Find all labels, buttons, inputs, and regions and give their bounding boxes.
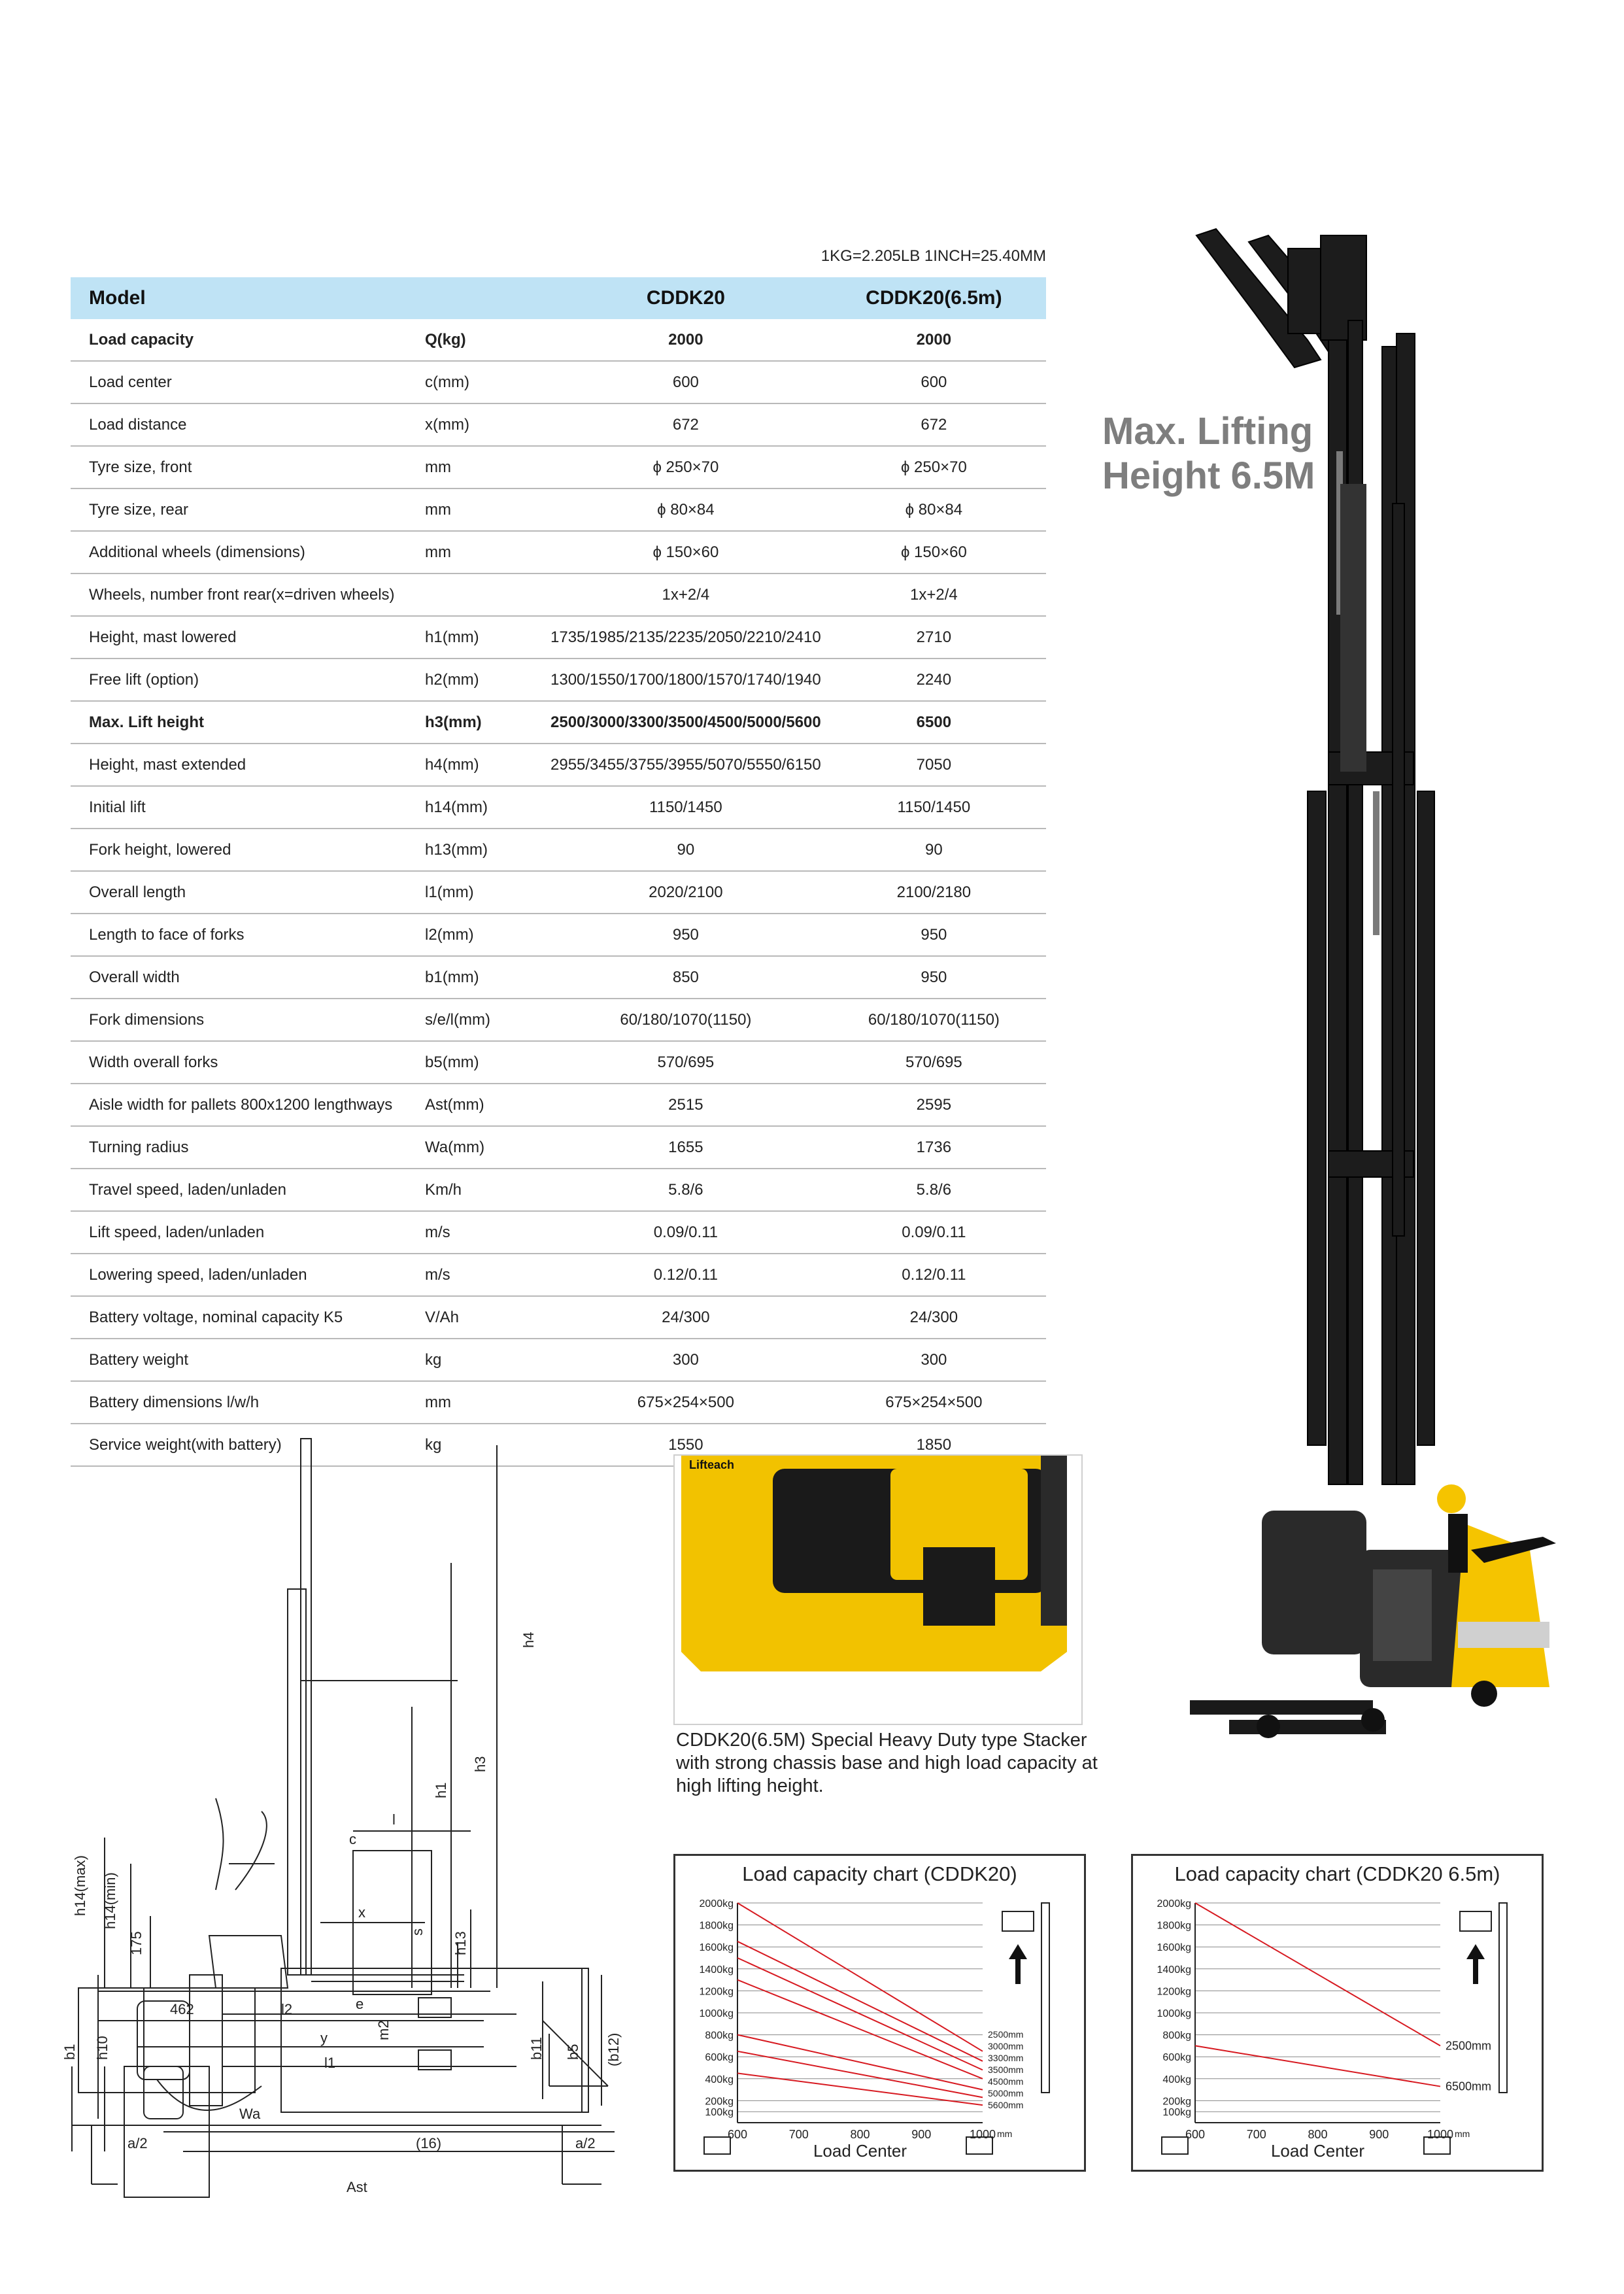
spec-row <box>71 531 1046 574</box>
spec-value-cddk20: 2955/3455/3755/3955/5070/5550/6150 <box>550 744 822 786</box>
spec-value-cddk20-6-5m: ϕ 80×84 <box>822 488 1046 531</box>
spec-row <box>71 999 1046 1041</box>
spec-unit: V/Ah <box>424 1296 550 1339</box>
spec-row <box>71 1296 1046 1339</box>
label-m2: m2 <box>375 2020 392 2040</box>
series-line <box>1195 1903 1440 2046</box>
spec-row <box>71 616 1046 659</box>
spec-value-cddk20-6-5m: 7050 <box>822 744 1046 786</box>
spec-value-cddk20-6-5m: 5.8/6 <box>822 1169 1046 1211</box>
spec-row <box>71 956 1046 999</box>
spec-row <box>71 319 1046 361</box>
spec-value-cddk20-6-5m: 1850 <box>822 1424 1046 1466</box>
y-tick-label: 600kg <box>1162 2052 1191 2064</box>
series-line <box>1195 2046 1440 2086</box>
spec-label: Turning radius <box>71 1126 424 1169</box>
y-tick-label: 1200kg <box>699 1986 734 1998</box>
spec-row <box>71 829 1046 871</box>
spec-row <box>71 574 1046 616</box>
spec-label: Width overall forks <box>71 1041 424 1084</box>
series-label: 5000mm <box>988 2088 1024 2098</box>
label-h13: h13 <box>452 1931 469 1955</box>
y-tick-label: 1600kg <box>699 1942 734 1954</box>
y-tick-label: 1800kg <box>1157 1920 1191 1932</box>
spec-unit: Km/h <box>424 1169 550 1211</box>
spec-value-cddk20-6-5m: 675×254×500 <box>822 1381 1046 1424</box>
x-axis-label: Load Center <box>813 2141 907 2161</box>
spec-value-cddk20-6-5m: 950 <box>822 914 1046 956</box>
y-tick-label: 1000kg <box>1157 2008 1191 2019</box>
spec-label: Initial lift <box>71 786 424 829</box>
series-label: 3500mm <box>988 2064 1024 2075</box>
series-line <box>737 1958 983 2070</box>
label-b5: b5 <box>565 2044 581 2060</box>
spec-unit: mm <box>424 488 550 531</box>
spec-value-cddk20: 1300/1550/1700/1800/1570/1740/1940 <box>550 659 822 701</box>
spec-label: Fork dimensions <box>71 999 424 1041</box>
photo-brand-logo: Lifteach <box>689 1458 735 1471</box>
series-label: 4500mm <box>988 2076 1024 2087</box>
label-h1: h1 <box>433 1782 449 1798</box>
spec-value-cddk20: 60/180/1070(1150) <box>550 999 822 1041</box>
spec-unit: mm <box>424 531 550 574</box>
label-h14-max: h14(max) <box>72 1855 88 1916</box>
spec-row <box>71 403 1046 446</box>
x-tick-label: 800 <box>1308 2128 1328 2141</box>
spec-row <box>71 786 1046 829</box>
spec-table-body <box>71 319 1046 1466</box>
load-capacity-chart-cddk20-6-5m <box>1131 1854 1544 2172</box>
spec-value-cddk20: 950 <box>550 914 822 956</box>
label-a-half-right: a/2 <box>575 2135 596 2151</box>
label-h4: h4 <box>520 1632 537 1648</box>
spec-unit: h3(mm) <box>424 701 550 744</box>
x-tick-label: 700 <box>1246 2128 1266 2141</box>
pallet-icon <box>1460 1911 1491 1931</box>
spec-value-cddk20-6-5m: ϕ 250×70 <box>822 446 1046 488</box>
spec-value-cddk20: 5.8/6 <box>550 1169 822 1211</box>
label-x: x <box>358 1904 365 1921</box>
series-label: 6500mm <box>1446 2080 1492 2093</box>
spec-value-cddk20: ϕ 250×70 <box>550 446 822 488</box>
x-tick-label: 600 <box>727 2128 748 2141</box>
y-tick-label: 1400kg <box>1157 1964 1191 1976</box>
spec-table <box>71 277 1046 1467</box>
spec-value-cddk20-6-5m: 90 <box>822 829 1046 871</box>
y-tick-label: 100kg <box>705 2107 734 2119</box>
spec-label: Travel speed, laden/unladen <box>71 1169 424 1211</box>
load-capacity-chart-cddk20 <box>673 1854 1086 2172</box>
spec-label: Fork height, lowered <box>71 829 424 871</box>
mast-icon <box>1499 1903 1507 2093</box>
y-tick-label: 2000kg <box>699 1898 734 1909</box>
spec-row <box>71 488 1046 531</box>
y-tick-label: 2000kg <box>1157 1898 1191 1909</box>
spec-label: Battery voltage, nominal capacity K5 <box>71 1296 424 1339</box>
header-unit <box>424 277 550 319</box>
chart-title: Load capacity chart (CDDK20 6.5m) <box>1174 1862 1500 1885</box>
spec-row <box>71 871 1046 914</box>
spec-value-cddk20-6-5m: 570/695 <box>822 1041 1046 1084</box>
label-a-half-left: a/2 <box>127 2135 148 2151</box>
spec-label: Length to face of forks <box>71 914 424 956</box>
spec-unit: Q(kg) <box>424 319 550 361</box>
spec-label: Battery weight <box>71 1339 424 1381</box>
spec-unit: c(mm) <box>424 361 550 403</box>
spec-value-cddk20-6-5m: 950 <box>822 956 1046 999</box>
spec-value-cddk20: ϕ 150×60 <box>550 531 822 574</box>
spec-value-cddk20-6-5m: 2595 <box>822 1084 1046 1126</box>
spec-value-cddk20-6-5m: 2000 <box>822 319 1046 361</box>
spec-row <box>71 446 1046 488</box>
y-tick-label: 1400kg <box>699 1964 734 1976</box>
chart-plot <box>1133 1856 1542 2170</box>
label-wa: Wa <box>239 2106 261 2122</box>
spec-label: Load center <box>71 361 424 403</box>
x-tick-label: 1000 <box>1427 2128 1454 2141</box>
spec-value-cddk20: 1655 <box>550 1126 822 1169</box>
spec-label: Aisle width for pallets 800x1200 lengthways <box>71 1084 424 1126</box>
label-y: y <box>320 2030 328 2046</box>
spec-value-cddk20: 0.09/0.11 <box>550 1211 822 1254</box>
series-label: 3300mm <box>988 2053 1024 2063</box>
spec-value-cddk20-6-5m: 1150/1450 <box>822 786 1046 829</box>
label-b1: b1 <box>61 2044 78 2060</box>
label-l2: l2 <box>281 2001 293 2017</box>
spec-value-cddk20: 850 <box>550 956 822 999</box>
chart-plot <box>675 1856 1084 2170</box>
spec-value-cddk20: 2500/3000/3300/3500/4500/5000/5600 <box>550 701 822 744</box>
spec-value-cddk20-6-5m: 672 <box>822 403 1046 446</box>
spec-row <box>71 1254 1046 1296</box>
x-tick-label: 900 <box>1369 2128 1389 2141</box>
spec-row <box>71 659 1046 701</box>
spec-label: Free lift (option) <box>71 659 424 701</box>
spec-label: Tyre size, front <box>71 446 424 488</box>
spec-unit: m/s <box>424 1211 550 1254</box>
max-lifting-height-headline <box>1102 409 1315 498</box>
spec-value-cddk20: 675×254×500 <box>550 1381 822 1424</box>
header-model: Model <box>71 277 424 319</box>
spec-unit: l1(mm) <box>424 871 550 914</box>
label-462: 462 <box>170 2001 194 2017</box>
y-tick-label: 100kg <box>1162 2107 1191 2119</box>
spec-unit: b5(mm) <box>424 1041 550 1084</box>
series-line <box>737 2073 983 2105</box>
spec-value-cddk20: 570/695 <box>550 1041 822 1084</box>
x-tick-label: 900 <box>911 2128 932 2141</box>
spec-unit: m/s <box>424 1254 550 1296</box>
x-unit-label: mm <box>997 2129 1013 2139</box>
spec-value-cddk20: 90 <box>550 829 822 871</box>
y-tick-label: 200kg <box>1162 2096 1191 2108</box>
label-h14-min: h14(min) <box>102 1872 118 1929</box>
spec-label: Additional wheels (dimensions) <box>71 531 424 574</box>
spec-unit: mm <box>424 446 550 488</box>
y-tick-label: 400kg <box>1162 2074 1191 2085</box>
label-175: 175 <box>128 1931 144 1955</box>
x-unit-label: mm <box>1455 2129 1470 2139</box>
spec-unit: h2(mm) <box>424 659 550 701</box>
x-axis-label: Load Center <box>1270 2141 1365 2161</box>
spec-value-cddk20: 1550 <box>550 1424 822 1466</box>
spec-label: Lift speed, laden/unladen <box>71 1211 424 1254</box>
pallet-icon <box>1162 2137 1188 2154</box>
label-b12: (b12) <box>605 2032 622 2066</box>
spec-row <box>71 1169 1046 1211</box>
label-l: l <box>392 1811 396 1828</box>
label-e: e <box>356 1996 364 2012</box>
spec-label: Lowering speed, laden/unladen <box>71 1254 424 1296</box>
spec-table-header <box>71 277 1046 319</box>
series-label: 2500mm <box>988 2029 1024 2040</box>
spec-label: Load capacity <box>71 319 424 361</box>
spec-label: Max. Lift height <box>71 701 424 744</box>
spec-value-cddk20-6-5m: 2710 <box>822 616 1046 659</box>
spec-unit: h13(mm) <box>424 829 550 871</box>
spec-unit: Ast(mm) <box>424 1084 550 1126</box>
spec-value-cddk20-6-5m: 600 <box>822 361 1046 403</box>
label-c: c <box>349 1831 356 1847</box>
x-tick-label: 1000 <box>969 2128 996 2141</box>
series-label: 3000mm <box>988 2041 1024 2051</box>
spec-value-cddk20-6-5m: 24/300 <box>822 1296 1046 1339</box>
pallet-icon <box>704 2137 730 2154</box>
spec-unit: b1(mm) <box>424 956 550 999</box>
technical-drawing-top-view <box>61 1936 641 2197</box>
spec-value-cddk20-6-5m: 0.09/0.11 <box>822 1211 1046 1254</box>
arrow-shaft-icon <box>1473 1958 1478 1984</box>
spec-value-cddk20-6-5m: 0.12/0.11 <box>822 1254 1046 1296</box>
spec-row <box>71 701 1046 744</box>
label-b11: b11 <box>528 2036 545 2060</box>
arrow-up-icon <box>1466 1944 1485 1959</box>
spec-value-cddk20-6-5m: 6500 <box>822 701 1046 744</box>
spec-value-cddk20-6-5m: 2100/2180 <box>822 871 1046 914</box>
spec-value-cddk20: 0.12/0.11 <box>550 1254 822 1296</box>
spec-label: Height, mast extended <box>71 744 424 786</box>
spec-row <box>71 1084 1046 1126</box>
chart-title: Load capacity chart (CDDK20) <box>742 1862 1017 1885</box>
spec-value-cddk20-6-5m: 1736 <box>822 1126 1046 1169</box>
series-label: 5600mm <box>988 2100 1024 2110</box>
series-label: 2500mm <box>1446 2039 1492 2053</box>
spec-value-cddk20: 2515 <box>550 1084 822 1126</box>
spec-label: Wheels, number front rear(x=driven wheels) <box>71 574 424 616</box>
spec-value-cddk20-6-5m: 60/180/1070(1150) <box>822 999 1046 1041</box>
arrow-shaft-icon <box>1015 1958 1021 1984</box>
y-tick-label: 800kg <box>705 2030 734 2042</box>
product-photo <box>673 1454 1083 1725</box>
headline-line-2: Height 6.5M <box>1102 454 1315 497</box>
spec-value-cddk20: 300 <box>550 1339 822 1381</box>
label-16: (16) <box>416 2135 442 2151</box>
pallet-icon <box>1002 1911 1034 1931</box>
spec-value-cddk20-6-5m: 2240 <box>822 659 1046 701</box>
series-line <box>737 2051 983 2098</box>
spec-unit: l2(mm) <box>424 914 550 956</box>
spec-value-cddk20-6-5m: 1x+2/4 <box>822 574 1046 616</box>
x-tick-label: 600 <box>1185 2128 1206 2141</box>
spec-row <box>71 744 1046 786</box>
header-cddk20-6-5m: CDDK20(6.5m) <box>822 277 1046 319</box>
spec-value-cddk20: 2000 <box>550 319 822 361</box>
spec-unit: s/e/l(mm) <box>424 999 550 1041</box>
spec-label: Load distance <box>71 403 424 446</box>
spec-value-cddk20: 1150/1450 <box>550 786 822 829</box>
spec-row <box>71 914 1046 956</box>
spec-unit: h14(mm) <box>424 786 550 829</box>
mast-icon <box>1041 1903 1049 2093</box>
spec-label: Battery dimensions l/w/h <box>71 1381 424 1424</box>
spec-value-cddk20: 2020/2100 <box>550 871 822 914</box>
label-ast: Ast <box>347 2179 367 2195</box>
unit-conversion-note: 1KG=2.205LB 1INCH=25.40MM <box>820 247 1046 265</box>
spec-unit: mm <box>424 1381 550 1424</box>
spec-unit <box>424 574 550 616</box>
y-tick-label: 600kg <box>705 2052 734 2064</box>
x-tick-label: 800 <box>850 2128 870 2141</box>
spec-row <box>71 361 1046 403</box>
spec-value-cddk20-6-5m: ϕ 150×60 <box>822 531 1046 574</box>
label-h10: h10 <box>94 2036 110 2060</box>
spec-row <box>71 1381 1046 1424</box>
spec-row <box>71 1339 1046 1381</box>
spec-unit: kg <box>424 1424 550 1466</box>
spec-value-cddk20: 1x+2/4 <box>550 574 822 616</box>
spec-value-cddk20: ϕ 80×84 <box>550 488 822 531</box>
spec-row <box>71 1126 1046 1169</box>
spec-label: Overall width <box>71 956 424 999</box>
spec-unit: kg <box>424 1339 550 1381</box>
y-tick-label: 1200kg <box>1157 1986 1191 1998</box>
spec-row <box>71 1211 1046 1254</box>
spec-value-cddk20: 1735/1985/2135/2235/2050/2210/2410 <box>550 616 822 659</box>
label-s: s <box>409 1928 426 1936</box>
spec-unit: h4(mm) <box>424 744 550 786</box>
spec-unit: Wa(mm) <box>424 1126 550 1169</box>
y-tick-label: 800kg <box>1162 2030 1191 2042</box>
spec-label: Service weight(with battery) <box>71 1424 424 1466</box>
y-tick-label: 1800kg <box>699 1920 734 1932</box>
spec-value-cddk20: 672 <box>550 403 822 446</box>
arrow-up-icon <box>1009 1944 1027 1959</box>
spec-value-cddk20: 24/300 <box>550 1296 822 1339</box>
label-l1: l1 <box>324 2055 336 2071</box>
spec-label: Height, mast lowered <box>71 616 424 659</box>
header-cddk20: CDDK20 <box>550 277 822 319</box>
spec-value-cddk20-6-5m: 300 <box>822 1339 1046 1381</box>
y-tick-label: 200kg <box>705 2096 734 2108</box>
spec-unit: h1(mm) <box>424 616 550 659</box>
label-h3: h3 <box>472 1756 488 1772</box>
y-tick-label: 1000kg <box>699 2008 734 2019</box>
spec-label: Overall length <box>71 871 424 914</box>
spec-label: Tyre size, rear <box>71 488 424 531</box>
y-tick-label: 1600kg <box>1157 1942 1191 1954</box>
spec-unit: x(mm) <box>424 403 550 446</box>
spec-row <box>71 1041 1046 1084</box>
y-tick-label: 400kg <box>705 2074 734 2085</box>
spec-value-cddk20: 600 <box>550 361 822 403</box>
x-tick-label: 700 <box>788 2128 809 2141</box>
headline-line-1: Max. Lifting <box>1102 410 1313 453</box>
photo-caption: CDDK20(6.5M) Special Heavy Duty type Stacker with strong chassis base and high load capacity at high lifting height. <box>676 1730 1098 1796</box>
